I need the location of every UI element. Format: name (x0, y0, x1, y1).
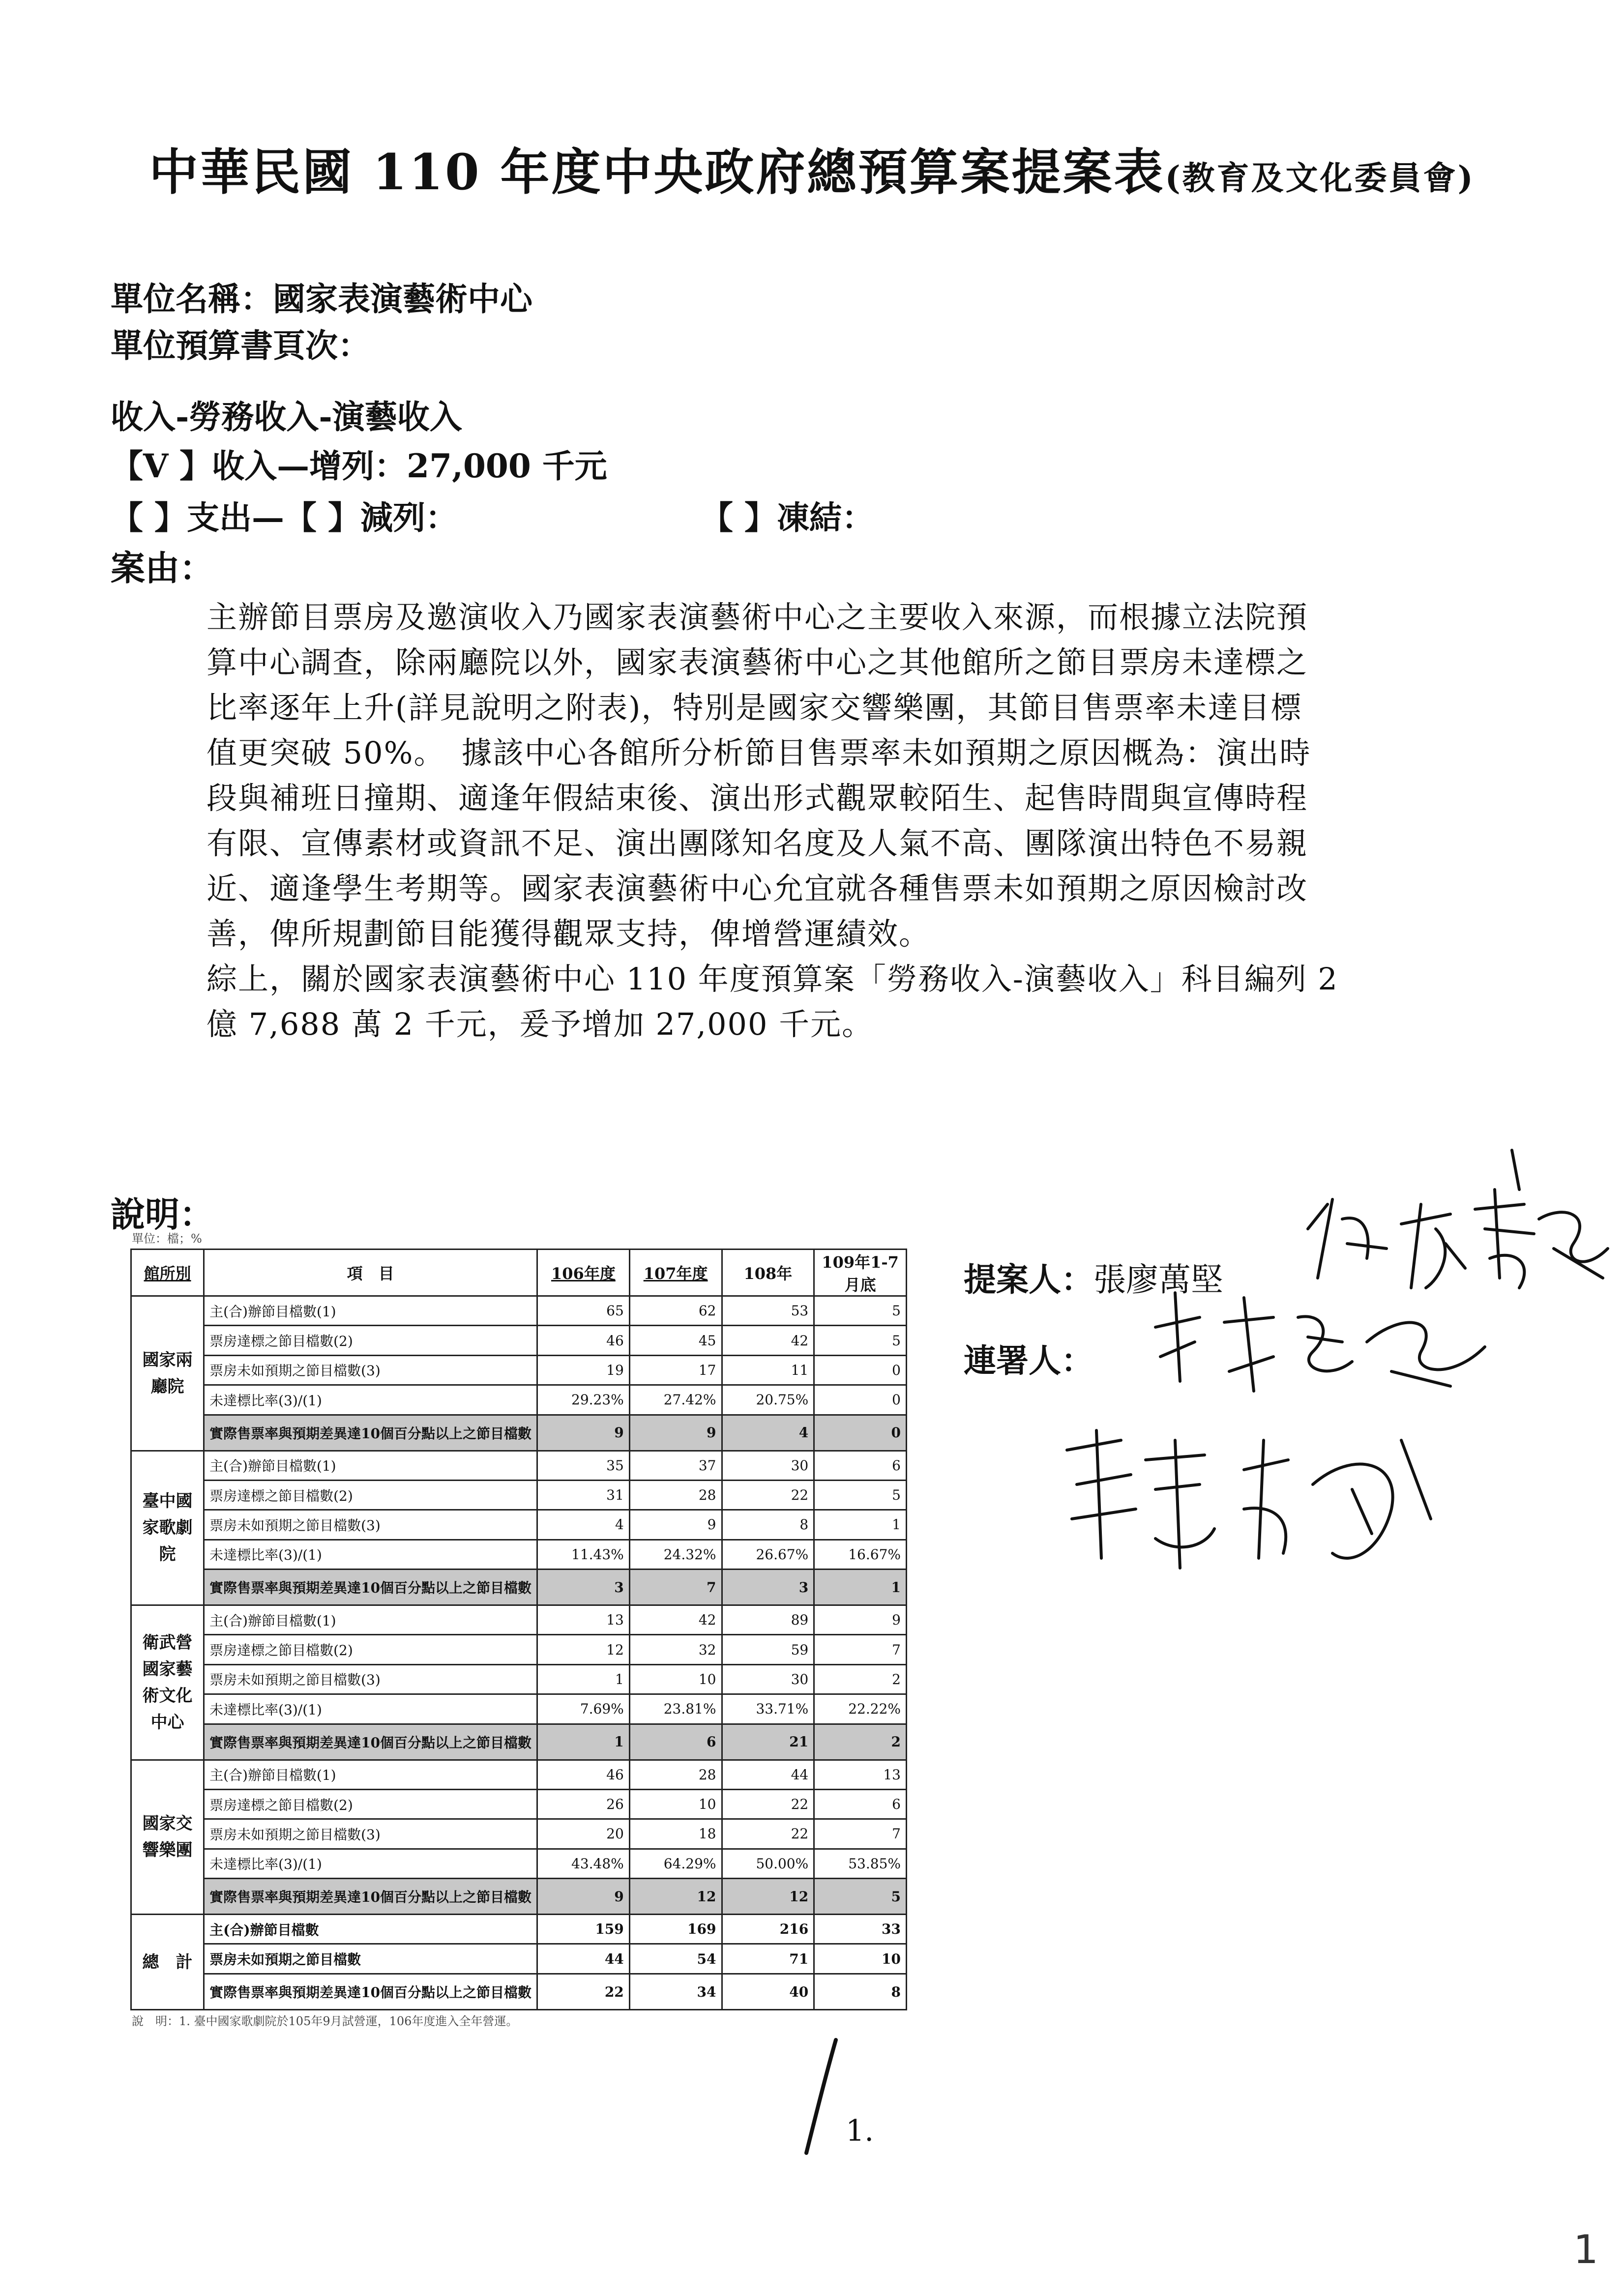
row-item: 未達標比率(3)/(1) (204, 1694, 537, 1724)
row-value: 54 (629, 1944, 722, 1974)
reason-line: 比率逐年上升(詳見說明之附表)，特別是國家交響樂團，其節目售票率未達目標 (207, 690, 1302, 726)
venue-name: 衛武營國家藝術文化中心 (131, 1605, 204, 1760)
row-value: 29.23% (537, 1385, 630, 1415)
row-value: 9 (537, 1415, 630, 1451)
row-item: 票房未如預期之節目檔數(3) (204, 1819, 537, 1849)
row-value: 6 (629, 1724, 722, 1760)
row-value: 42 (629, 1605, 722, 1635)
table-row (131, 1326, 907, 1355)
row-value: 9 (537, 1879, 630, 1915)
page-mark: 1. (846, 2114, 874, 2148)
row-value: 2 (814, 1724, 907, 1760)
row-value: 62 (629, 1296, 722, 1326)
row-value: 0 (814, 1355, 907, 1385)
signature-cosigner-2 (1057, 1411, 1470, 1593)
row-value: 5 (814, 1296, 907, 1326)
row-value: 16.67% (814, 1540, 907, 1569)
row-value: 9 (629, 1415, 722, 1451)
row-item: 主(合)辦節目檔數(1) (204, 1296, 537, 1326)
reason-label: 案由： (111, 548, 214, 588)
row-value: 42 (722, 1326, 814, 1355)
table-row (131, 1415, 907, 1451)
row-value: 10 (814, 1944, 907, 1974)
row-value: 1 (814, 1569, 907, 1605)
row-item: 主(合)辦節目檔數 (204, 1915, 537, 1944)
row-value: 11.43% (537, 1540, 630, 1569)
col-header: 館所別 (131, 1250, 204, 1296)
row-value: 31 (537, 1480, 630, 1510)
table-row (131, 1635, 907, 1664)
row-value: 40 (722, 1974, 814, 2010)
table-row (131, 1849, 907, 1878)
row-value: 33 (814, 1915, 907, 1944)
row-item: 票房未如預期之節目檔數 (204, 1944, 537, 1974)
row-value: 59 (722, 1635, 814, 1664)
row-value: 27.42% (629, 1385, 722, 1415)
row-value: 45 (629, 1326, 722, 1355)
row-value: 18 (629, 1819, 722, 1849)
reason-line: 段與補班日撞期、適逢年假結束後、演出形式觀眾較陌生、起售時間與宣傳時程 (207, 780, 1308, 816)
row-value: 30 (722, 1664, 814, 1694)
row-value: 17 (629, 1355, 722, 1385)
row-value: 44 (537, 1944, 630, 1974)
row-value: 32 (629, 1635, 722, 1664)
row-value: 44 (722, 1760, 814, 1789)
col-header: 108年 (722, 1250, 814, 1296)
title-main: 中華民國 110 年度中央政府總預算案提案表 (149, 143, 1165, 201)
row-value: 46 (537, 1326, 630, 1355)
row-value: 0 (814, 1385, 907, 1415)
unit-name: 單位名稱：國家表演藝術中心 (111, 280, 532, 318)
row-item: 未達標比率(3)/(1) (204, 1385, 537, 1415)
row-value: 13 (814, 1760, 907, 1789)
budget-page: 單位預算書頁次： (111, 326, 370, 365)
row-value: 22 (722, 1480, 814, 1510)
table-row (131, 1540, 907, 1569)
row-value: 28 (629, 1760, 722, 1789)
row-value: 3 (722, 1569, 814, 1605)
table-row (131, 1385, 907, 1415)
row-value: 26 (537, 1789, 630, 1819)
proposer-label: 提案人： (964, 1260, 1093, 1299)
table-row (131, 1915, 907, 1944)
row-item: 未達標比率(3)/(1) (204, 1540, 537, 1569)
proposer-name: 張廖萬堅 (1093, 1261, 1223, 1299)
row-value: 12 (629, 1879, 722, 1915)
venue-name: 國家兩廳院 (131, 1296, 204, 1451)
row-item: 實際售票率與預期差異達10個百分點以上之節目檔數 (204, 1724, 537, 1760)
col-header: 106年度 (537, 1250, 630, 1296)
row-value: 9 (629, 1510, 722, 1540)
row-value: 34 (629, 1974, 722, 2010)
row-value: 12 (722, 1879, 814, 1915)
summary-line: 億 7,688 萬 2 千元，爰予增加 27,000 千元。 (207, 1006, 874, 1042)
row-item: 票房達標之節目檔數(2) (204, 1635, 537, 1664)
row-value: 22 (722, 1789, 814, 1819)
explain-label: 說明： (111, 1194, 214, 1235)
reason-line: 算中心調查，除兩廳院以外，國家表演藝術中心之其他館所之節目票房未達標之 (207, 644, 1308, 680)
row-item: 票房未如預期之節目檔數(3) (204, 1355, 537, 1385)
summary-line: 綜上，關於國家表演藝術中心 110 年度預算案「勞務收入-演藝收入」科目編列 2 (207, 961, 1338, 997)
row-value: 8 (722, 1510, 814, 1540)
table-row (131, 1569, 907, 1605)
table-row (131, 1605, 907, 1635)
col-header: 109年1-7月底 (814, 1250, 907, 1296)
row-value: 65 (537, 1296, 630, 1326)
reason-line: 值更突破 50%。 據該中心各館所分析節目售票率未如預期之原因概為：演出時 (207, 735, 1311, 771)
row-value: 7 (814, 1635, 907, 1664)
row-item: 票房未如預期之節目檔數(3) (204, 1664, 537, 1694)
row-value: 53.85% (814, 1849, 907, 1878)
row-value: 71 (722, 1944, 814, 1974)
row-value: 89 (722, 1605, 814, 1635)
table-row (131, 1694, 907, 1724)
table-row (131, 1879, 907, 1915)
page-title (0, 133, 1624, 203)
row-value: 1 (537, 1664, 630, 1694)
reason-line: 主辦節目票房及邀演收入乃國家表演藝術中心之主要收入來源，而根據立法院預 (207, 599, 1308, 635)
row-value: 4 (722, 1415, 814, 1451)
row-value: 22 (722, 1819, 814, 1849)
row-item: 實際售票率與預期差異達10個百分點以上之節目檔數 (204, 1974, 537, 2010)
row-value: 20.75% (722, 1385, 814, 1415)
table-row (131, 1819, 907, 1849)
signature-cosigner-1 (1146, 1273, 1519, 1406)
col-header: 107年度 (629, 1250, 722, 1296)
increase-line: 【V 】收入—增列：27,000 千元 (111, 447, 607, 485)
row-item: 實際售票率與預期差異達10個百分點以上之節目檔數 (204, 1415, 537, 1451)
row-item: 實際售票率與預期差異達10個百分點以上之節目檔數 (204, 1569, 537, 1605)
row-value: 4 (537, 1510, 630, 1540)
row-value: 64.29% (629, 1849, 722, 1878)
row-value: 169 (629, 1915, 722, 1944)
row-value: 9 (814, 1605, 907, 1635)
row-value: 6 (814, 1451, 907, 1480)
row-value: 0 (814, 1415, 907, 1451)
row-value: 3 (537, 1569, 630, 1605)
row-value: 21 (722, 1724, 814, 1760)
row-value: 6 (814, 1789, 907, 1819)
row-value: 8 (814, 1974, 907, 2010)
row-item: 主(合)辦節目檔數(1) (204, 1760, 537, 1789)
row-value: 2 (814, 1664, 907, 1694)
row-item: 票房達標之節目檔數(2) (204, 1326, 537, 1355)
reason-line: 有限、宣傳素材或資訊不足、演出團隊知名度及人氣不高、團隊演出特色不易親 (207, 825, 1308, 861)
cosigner-label: 連署人： (964, 1341, 1093, 1380)
row-value: 10 (629, 1789, 722, 1819)
row-value: 7.69% (537, 1694, 630, 1724)
row-value: 30 (722, 1451, 814, 1480)
row-item: 票房達標之節目檔數(2) (204, 1480, 537, 1510)
row-value: 46 (537, 1760, 630, 1789)
row-value: 19 (537, 1355, 630, 1385)
row-value: 13 (537, 1605, 630, 1635)
corner-mark: 1 (1573, 2227, 1598, 2272)
row-value: 22 (537, 1974, 630, 2010)
row-value: 7 (814, 1819, 907, 1849)
table-row (131, 1510, 907, 1540)
row-value: 12 (537, 1635, 630, 1664)
row-value: 33.71% (722, 1694, 814, 1724)
reduce-line: 【 】支出—【 】減列： (111, 498, 458, 537)
table-row (131, 1944, 907, 1974)
row-value: 50.00% (722, 1849, 814, 1878)
category: 收入-勞務收入-演藝收入 (111, 398, 462, 436)
row-item: 票房未如預期之節目檔數(3) (204, 1510, 537, 1540)
reason-text (207, 595, 1544, 1047)
row-value: 5 (814, 1480, 907, 1510)
row-value: 23.81% (629, 1694, 722, 1724)
table-row (131, 1760, 907, 1789)
row-value: 20 (537, 1819, 630, 1849)
freeze-line: 【 】凍結： (701, 498, 874, 537)
row-value: 28 (629, 1480, 722, 1510)
row-value: 1 (814, 1510, 907, 1540)
row-value: 11 (722, 1355, 814, 1385)
row-item: 主(合)辦節目檔數(1) (204, 1451, 537, 1480)
col-header: 項 目 (204, 1250, 537, 1296)
venue-name: 國家交響樂團 (131, 1760, 204, 1915)
row-value: 10 (629, 1664, 722, 1694)
row-item: 票房達標之節目檔數(2) (204, 1789, 537, 1819)
reason-line: 近、適逢學生考期等。國家表演藝術中心允宜就各種售票未如預期之原因檢討改 (207, 871, 1308, 906)
venue-name: 總 計 (131, 1915, 204, 2010)
row-value: 35 (537, 1451, 630, 1480)
table-unit-note: 單位：檔；% (132, 1232, 202, 1246)
row-value: 26.67% (722, 1540, 814, 1569)
table-row (131, 1789, 907, 1819)
table-header-row (131, 1250, 907, 1296)
table-row (131, 1974, 907, 2010)
row-value: 22.22% (814, 1694, 907, 1724)
venue-name: 臺中國家歌劇院 (131, 1451, 204, 1605)
title-committee: (教育及文化委員會) (1165, 159, 1475, 197)
row-value: 53 (722, 1296, 814, 1326)
row-value: 5 (814, 1879, 907, 1915)
row-value: 1 (537, 1724, 630, 1760)
row-item: 主(合)辦節目檔數(1) (204, 1605, 537, 1635)
table-row (131, 1664, 907, 1694)
table-row (131, 1480, 907, 1510)
row-value: 7 (629, 1569, 722, 1605)
table-row (131, 1451, 907, 1480)
reason-line: 善，俾所規劃節目能獲得觀眾支持，俾增營運績效。 (207, 916, 931, 952)
row-value: 216 (722, 1915, 814, 1944)
table-row (131, 1296, 907, 1326)
row-item: 未達標比率(3)/(1) (204, 1849, 537, 1878)
row-value: 37 (629, 1451, 722, 1480)
table-row (131, 1355, 907, 1385)
row-value: 24.32% (629, 1540, 722, 1569)
stats-table (130, 1249, 907, 2010)
row-value: 43.48% (537, 1849, 630, 1878)
table-row (131, 1724, 907, 1760)
row-value: 5 (814, 1326, 907, 1355)
table-footnote: 說 明：1. 臺中國家歌劇院於105年9月試營運，106年度進入全年營運。 (132, 2014, 518, 2028)
row-item: 實際售票率與預期差異達10個百分點以上之節目檔數 (204, 1879, 537, 1915)
row-value: 159 (537, 1915, 630, 1944)
